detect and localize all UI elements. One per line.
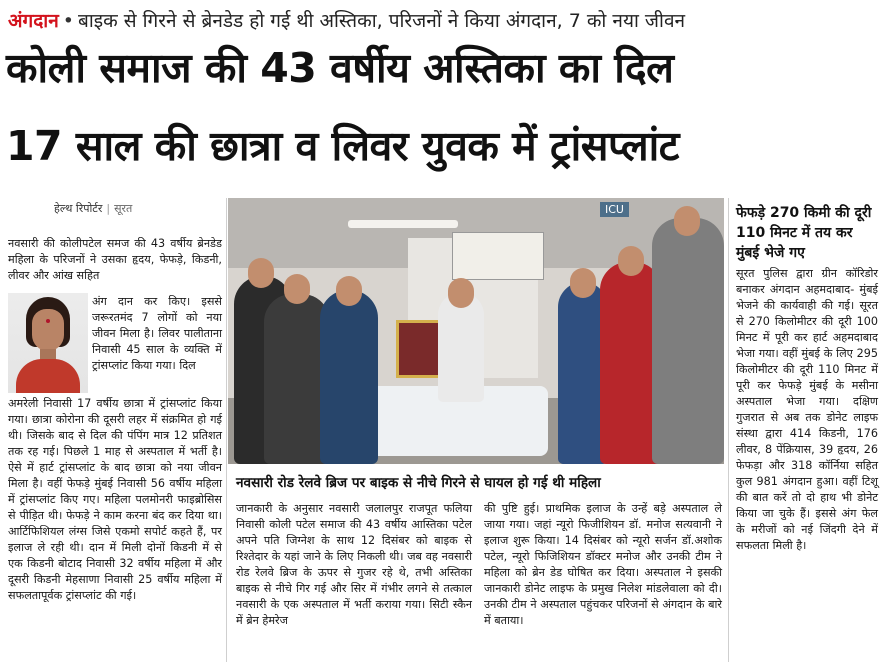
donor-portrait-photo <box>8 293 88 393</box>
byline <box>54 201 132 216</box>
bullet-separator: • <box>62 10 74 32</box>
middle-column-2: की पुष्टि हुई। प्राथमिक इलाज के उन्हें बड़े अस्पताल ले जाया गया। जहां न्यूरो फिजीशियन डॉ. मनोज सत्यवानी ने इलाज शुरू किया। 14 दिसंबर को न्यूरो सर्जन डॉ.अशोक पटेल, न्यूरो फिजिशियन डॉक्टर मनोज और उनकी टीम ने महिला को ब्रेन डेड घोषित कर दिया। अस्पताल ने इसकी जानकारी डोनेट लाइफ के प्रमुख निलेश मांडलेवाला को दी। उनकी टीम ने अस्पताल पहुंचकर परिजनों से अंगदान के बारे में बताया। <box>484 502 722 627</box>
sidebar-body: सूरत पुलिस द्वारा ग्रीन कॉरिडोर बनाकर अंगदान अहमदाबाद- मुंबई भेजने की कार्यवाही की गई। सूरत से 270 किलोमीटर की दूरी 100 मिनट में पूरी कर हार्ट अहमदाबाद भेजा गया। वहीं मुंबई के लिए 295 किलोमीटर की दूरी 110 मिनट में पूरी कर फेफड़े मुंबई के मसीना अस्पताल भेजा गया। दक्षिण गुजरात से अब तक डोनेट लाइफ संस्था द्वारा 414 किडनी, 176 लीवर, 8 पेंक्रियास, 39 हृदय, 26 फेफड़ा और 318 कॉर्निया सहित कुल 981 अंगदान हुआ। वहीं टिशू की बात करें तो दो हाथ भी डोनेट किया जा चुके हैं। इससे अंग फेल के मरीजों को नई जिंदगी देने में सफलता मिली है। <box>736 267 878 552</box>
section-tag: अंगदान <box>8 10 59 32</box>
middle-column-1: जानकारी के अनुसार नवसारी जलालपुर राजपूत फलिया निवासी कोली पटेल समाज की 43 वर्षीय आस्तिका पटेल अपने पति जिग्नेश के साथ 12 दिसंबर को बाइक से रिश्तेदार के यहां जाने के लिए निकली थी। जब वह नवसारी रोड रेलवे ब्रिज के ऊपर से गुजर रहे थे, तभी अस्तिका बाइक से नीचे गिर गई और सिर में गंभीर लगने से तत्काल नवसारी के एक अस्पताल में भर्ती कराया गया। सिटी स्कैन में ब्रेन हेमरेज <box>236 502 472 627</box>
kicker-text: बाइक से गिरने से ब्रेनडेड हो गई थी अस्तिका, परिजनों ने किया अंगदान, 7 को नया जीवन <box>78 10 686 32</box>
left-column-beside-photo: अंग दान कर किए। इससे जरूरतमंद 7 लोगों को नया जीवन मिला है। लिवर पालीताना निवासी 45 साल के व्यक्ति में ट्रांसप्लांट किया गया। दिल <box>92 295 222 372</box>
column-divider <box>226 198 227 662</box>
left-column-body: अमरेली निवासी 17 वर्षीय छात्रा में ट्रांसप्लांट किया गया। छात्रा कोरोना की दूसरी लहर में संक्रमित हो गई थी। जिसके बाद से दिल की पंपिंग मात्र 12 प्रतिशत तक रह गई। पिछले 1 माह से अस्पताल में भर्ती है। ऐसे में हार्ट ट्रांसप्लांट के बाद छात्रा को नया जीवन मिला है। वहीं फेफड़े मुंबई निवासी 56 वर्षीय महिला में ट्रांसप्लांट किए गए। महिला पलमोनरी फाइब्रोसिस से पीड़ित थी। फेफड़े ने काम करना बंद कर दिया था। आर्टिफिशियल लंग्स जिसे एकमो सपोर्ट कहते हैं, पर इलाज ले रही थी। दान में मिली दोनों किडनी में से एक किडनी बोटाद निवासी 32 वर्षीय महिला में और दूसरी किडनी मेहसाणा निवासी 25 वर्षीय महिला में सफलतापूर्वक ट्रांसप्लांट की गई। <box>8 397 222 602</box>
byline-separator: | <box>106 202 111 215</box>
photo-caption-headline: नवसारी रोड रेलवे ब्रिज पर बाइक से नीचे गिरने से घायल हो गई थी महिला <box>236 475 601 491</box>
sidebar-heading: फेफड़े 270 किमी की दूरी 110 मिनट में तय कर मुंबई भेजे गए <box>736 205 872 261</box>
dateline-city: सूरत <box>114 202 133 215</box>
reporter-label: हेल्थ रिपोर्टर <box>54 202 103 215</box>
column-divider <box>728 198 729 662</box>
icu-sign: ICU <box>600 202 629 217</box>
left-column-intro: नवसारी की कोलीपटेल समज की 43 वर्षीय ब्रेनडेड महिला के परिजनों ने उसका हृदय, फेफड़े, किडनी, लीवर और आंख सहित <box>8 237 222 282</box>
kicker-line <box>8 8 880 34</box>
headline-line-2: 17 साल की छात्रा व लिवर युवक में ट्रांसप्लांट <box>6 122 679 170</box>
headline-line-1: कोली समाज की 43 वर्षीय अस्तिका का दिल <box>6 44 674 92</box>
hospital-photo <box>228 198 724 464</box>
